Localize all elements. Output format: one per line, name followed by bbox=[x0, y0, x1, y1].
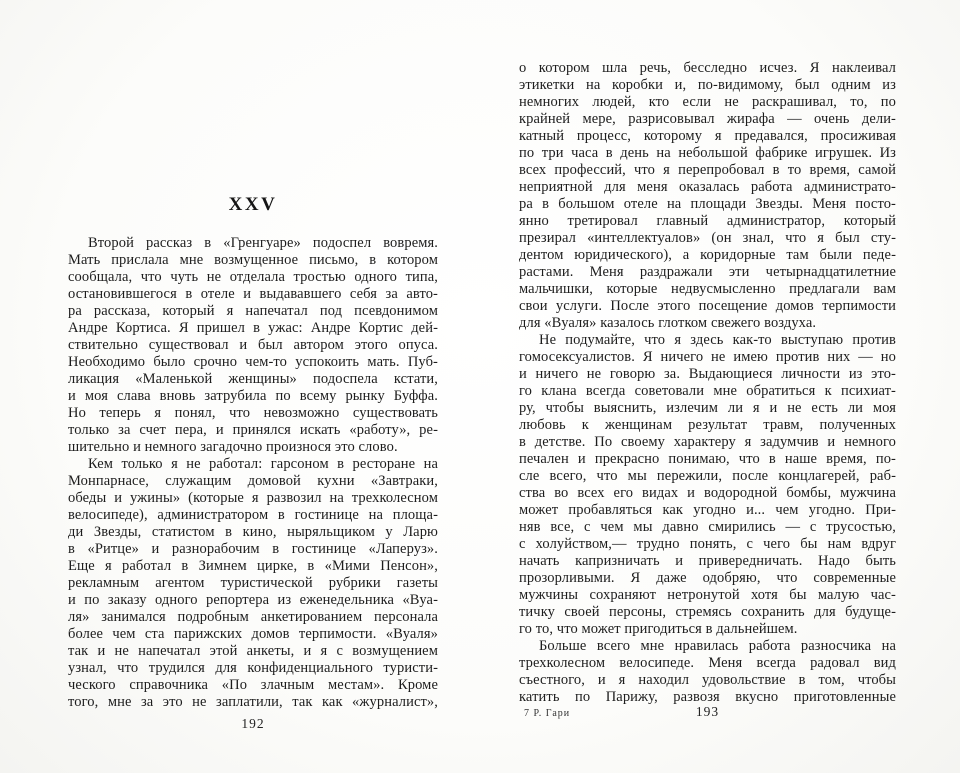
paragraph bbox=[68, 456, 438, 711]
text-line: Мать прислала мне возмущенное письмо, в котором bbox=[68, 252, 438, 268]
text-line: растами. Меня раздражали эти четырнадцатилетние bbox=[519, 264, 896, 280]
text-line: Но теперь я понял, что невозможно существовать bbox=[68, 405, 438, 421]
text-line: Монпарнасе, служащим домовой кухни «Завтраки, bbox=[68, 473, 438, 489]
text-line: дентом юридического), а коридорные там были педе- bbox=[519, 247, 896, 263]
text-line: велосипеде), администратором в гостинице на площа- bbox=[68, 507, 438, 523]
text-line: Еще я работал в Зимнем цирке, в «Мими Пенсон», bbox=[68, 558, 438, 574]
text-line: прозорливыми. Я даже одобряю, что современные bbox=[519, 570, 896, 586]
paragraph bbox=[519, 638, 896, 706]
text-line: мальчишки, которые недвусмысленно предлагали вам bbox=[519, 281, 896, 297]
text-line: так и не напечатал этой анкеты, и я с возмущением bbox=[68, 643, 438, 659]
paragraph bbox=[519, 332, 896, 638]
right-page-body bbox=[519, 60, 896, 706]
text-line: съестного, и я находил удовольствие в том, чтобы bbox=[519, 672, 896, 688]
text-line: этикетки на коробки и, по-видимому, был одним из bbox=[519, 77, 896, 93]
text-line: только за счет пера, и принялся искать «работу», ре- bbox=[68, 422, 438, 438]
text-line: печален и прекрасно понимаю, что в наше время, по- bbox=[519, 451, 896, 467]
text-line: тичку своей персоны, стремясь сохранить для будуще- bbox=[519, 604, 896, 620]
text-line: сле всего, что мы пережили, после концлагерей, раб- bbox=[519, 468, 896, 484]
text-line: свои услуги. После этого посещение домов терпимости bbox=[519, 298, 896, 314]
text-line: ствительно существовал и был автором этого опуса. bbox=[68, 337, 438, 353]
text-line: ра в большом отеле на площади Звезды. Меня посто- bbox=[519, 196, 896, 212]
chapter-heading: XXV bbox=[228, 194, 278, 215]
signature-mark: 7 Р. Гари bbox=[524, 708, 571, 719]
text-line: с холуйством,— трудно понять, с чего бы нам вдруг bbox=[519, 536, 896, 552]
text-line: более чем ста парижских домов терпимости. «Вуаля» bbox=[68, 626, 438, 642]
text-line: ля» занимался подробным анкетированием персонала bbox=[68, 609, 438, 625]
text-line: го то, что может пригодиться в дальнейшем. bbox=[519, 621, 798, 637]
text-line: и по заказу одного репортера из еженедельника «Вуа- bbox=[68, 592, 438, 608]
text-line: крайней мере, разрисовывал жирафа — очень дели- bbox=[519, 111, 896, 127]
text-line: катить по Парижу, развозя вкусно приготовленные bbox=[519, 689, 896, 705]
text-line: немногих людей, кто если не раскрашивал, то, по bbox=[519, 94, 896, 110]
right-page-footer bbox=[519, 704, 896, 724]
paragraph bbox=[519, 60, 896, 332]
left-page-body bbox=[68, 235, 438, 711]
text-line: Больше всего мне нравилась работа разносчика на bbox=[539, 638, 896, 654]
text-line: го клана всегда советовали мне обратиться к психиат- bbox=[519, 383, 896, 399]
text-line: неприятной для меня оказалась работа администрато- bbox=[519, 179, 896, 195]
text-line: ра рассказа, который я напечатал под псевдонимом bbox=[68, 303, 438, 319]
text-line: трехколесном велосипеде. Меня всегда радовал вид bbox=[519, 655, 896, 671]
text-line: обеды и ужины» (которые я развозил на трехколесном bbox=[68, 490, 438, 506]
text-line: остановившегося в отеле и выдававшего себя за авто- bbox=[68, 286, 438, 302]
text-line: и ничего не говорю за. Выдающиеся личности из это- bbox=[519, 366, 896, 382]
page-number-right: 193 bbox=[695, 704, 720, 719]
left-page bbox=[68, 193, 438, 711]
text-line: сообщала, что чуть не отделала тростью одного типа, bbox=[68, 269, 438, 285]
text-line: ру, чтобы выяснить, излечим ли я и не есть ли моя bbox=[519, 400, 896, 416]
text-line: шительно и немного загадочно произнося это слово. bbox=[68, 439, 398, 455]
text-line: ческого справочника «По злачным местам». Кроме bbox=[68, 677, 438, 693]
text-line: няв все, с чем мы давно смирились — с трусостью, bbox=[519, 519, 896, 535]
text-line: Не подумайте, что я здесь как-то выступаю против bbox=[539, 332, 896, 348]
text-line: рекламным агентом туристической рубрики газеты bbox=[68, 575, 438, 591]
text-line: катный процесс, которому я предавался, просиживая bbox=[519, 128, 896, 144]
text-line: о котором шла речь, бесследно исчез. Я наклеивал bbox=[519, 60, 896, 76]
text-line: ди Звезды, статистом в кино, ныряльщиком у Ларю bbox=[68, 524, 438, 540]
text-line: в «Ритце» и разнорабочим в гостинице «Лаперуз». bbox=[68, 541, 438, 557]
text-line: в детстве. По своему характеру я задумчив и немного bbox=[519, 434, 896, 450]
paragraph bbox=[68, 235, 438, 456]
text-line: того, мне за это не заплатили, так как «журналист», bbox=[68, 694, 438, 710]
text-line: Необходимо было срочно чем-то успокоить мать. Пуб- bbox=[68, 354, 438, 370]
text-line: гомосексуалистов. Я ничего не имею против них — но bbox=[519, 349, 896, 365]
right-page bbox=[519, 60, 896, 706]
text-line: и моя слава вновь затрубила по всему рынку Буффа. bbox=[68, 388, 438, 404]
text-line: может пробавляться как угодно и... чем угодно. При- bbox=[519, 502, 896, 518]
text-line: любовь к женщинам результат травм, полученных bbox=[519, 417, 896, 433]
text-line: ства во всех его видах и водородной бомбы, мужчина bbox=[519, 485, 896, 501]
text-line: по три часа в день на небольшой фабрике игрушек. Из bbox=[519, 145, 896, 161]
text-line: янно третировал главный администратор, который bbox=[519, 213, 896, 229]
text-line: Второй рассказ в «Гренгуаре» подоспел вовремя. bbox=[88, 235, 438, 251]
text-line: ликация «Маленькой женщины» подоспела кстати, bbox=[68, 371, 438, 387]
text-line: узнал, что трудился для конфиденциального туристи- bbox=[68, 660, 438, 676]
page-number-left: 192 bbox=[241, 716, 265, 731]
text-line: для «Вуаля» казалось глотком свежего воздуха. bbox=[519, 315, 817, 331]
text-line: мужчины сохраняют нетронутой хотя бы малую час- bbox=[519, 587, 896, 603]
text-line: всех профессий, что я перепробовал в то время, самой bbox=[519, 162, 896, 178]
text-line: презирал «интеллектуалов» (он знал, что я был сту- bbox=[519, 230, 896, 246]
text-line: начать капризничать и привередничать. Надо быть bbox=[519, 553, 896, 569]
text-line: Кем только я не работал: гарсоном в ресторане на bbox=[88, 456, 438, 472]
text-line: Андре Кортиса. Я пришел в ужас: Андре Кортис дей- bbox=[68, 320, 438, 336]
